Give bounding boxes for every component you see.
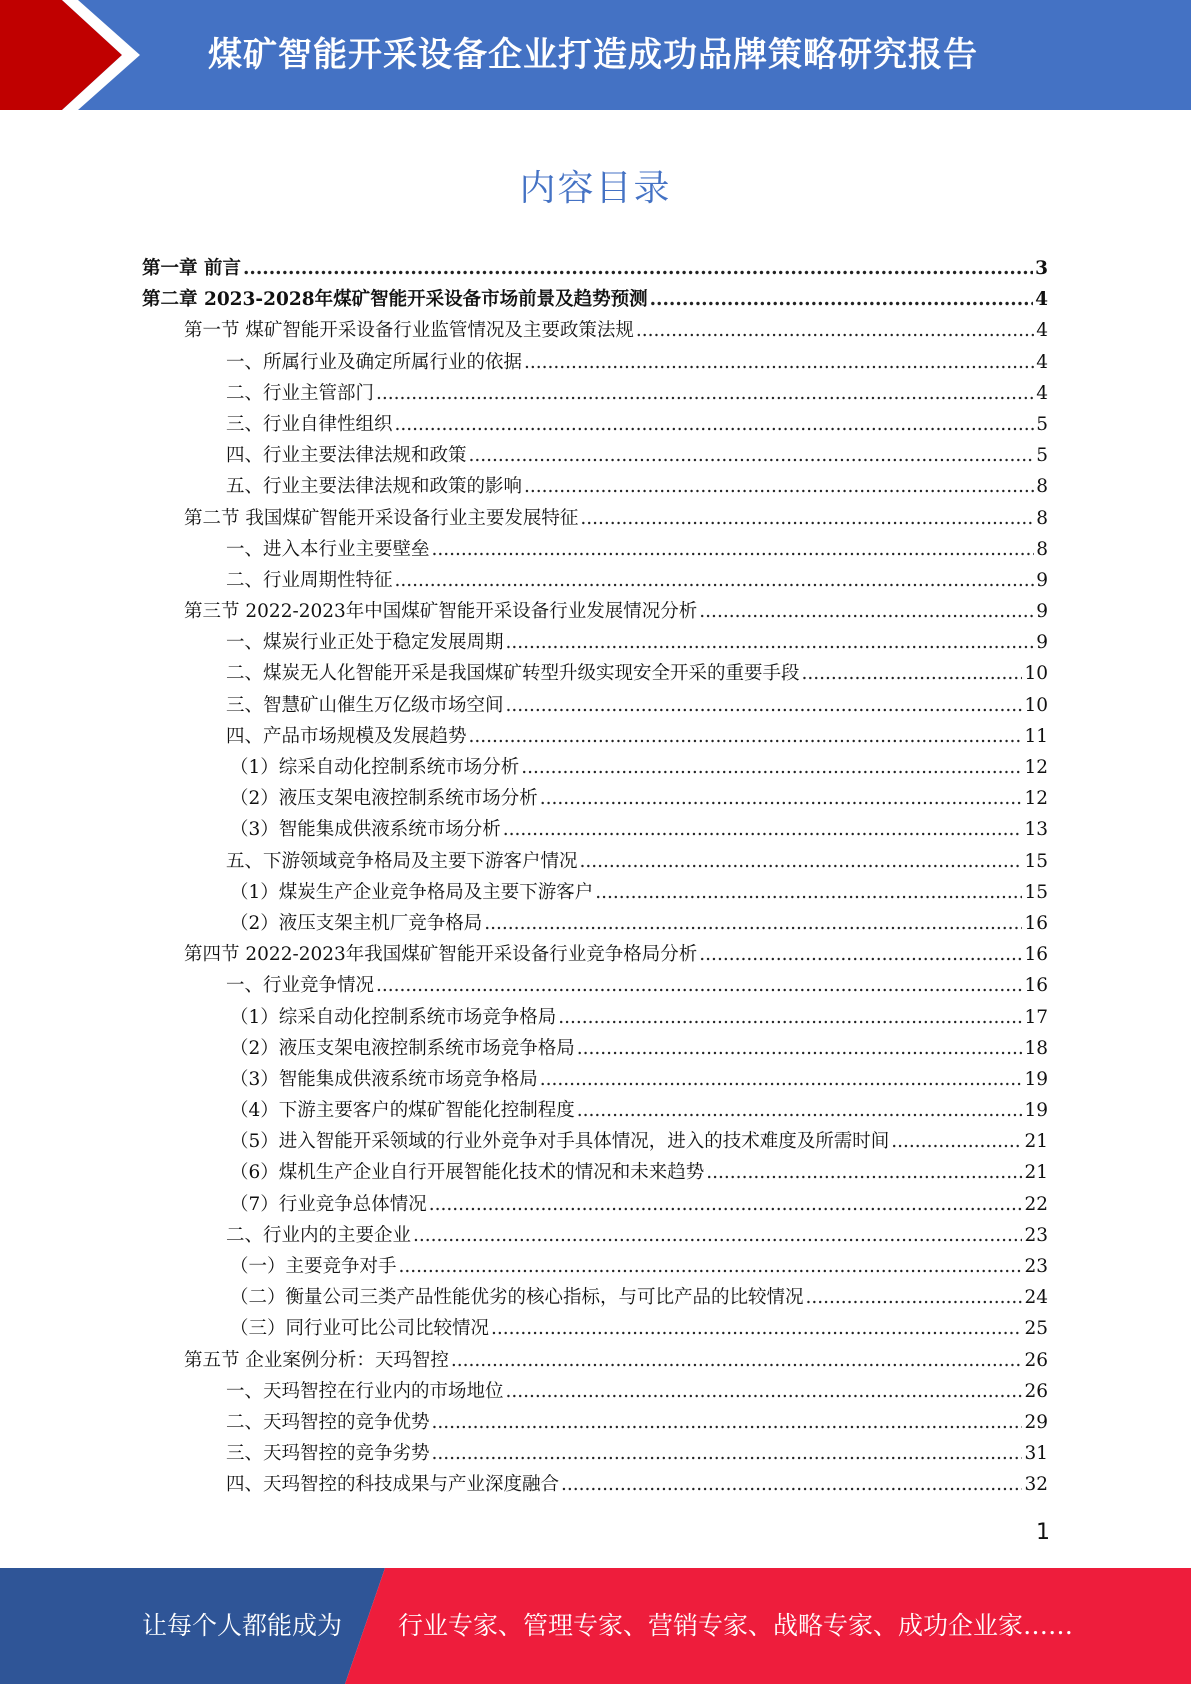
toc-entry-label: 五、下游领域竞争格局及主要下游客户情况 xyxy=(226,850,578,872)
toc-dot-leader xyxy=(558,1002,1022,1033)
toc-entry-page: 19 xyxy=(1024,1100,1048,1122)
toc-dot-leader xyxy=(451,1345,1023,1376)
toc-entry-label: 第四节 2022-2023年我国煤矿智能开采设备行业竞争格局分析 xyxy=(184,944,698,966)
table-of-contents xyxy=(142,253,1048,1501)
toc-entry-page: 31 xyxy=(1024,1443,1048,1465)
toc-entry[interactable] xyxy=(142,1220,1048,1251)
toc-entry[interactable] xyxy=(142,752,1048,783)
toc-entry-page: 17 xyxy=(1024,1006,1048,1028)
toc-dot-leader xyxy=(395,409,1035,440)
toc-entry-page: 8 xyxy=(1036,507,1048,529)
toc-entry-page: 8 xyxy=(1036,476,1048,498)
toc-entry[interactable] xyxy=(142,1282,1048,1313)
toc-entry-page: 23 xyxy=(1024,1224,1048,1246)
toc-dot-leader xyxy=(432,1407,1023,1438)
toc-entry-page: 25 xyxy=(1024,1318,1048,1340)
toc-entry-page: 5 xyxy=(1036,413,1048,435)
toc-entry-label: 一、进入本行业主要壁垒 xyxy=(226,538,430,560)
toc-entry-page: 24 xyxy=(1024,1287,1048,1309)
toc-entry-page: 32 xyxy=(1024,1474,1048,1496)
toc-entry-page: 8 xyxy=(1036,538,1048,560)
toc-entry-label: 第一节 煤矿智能开采设备行业监管情况及主要政策法规 xyxy=(184,320,634,342)
toc-entry-label: （三）同行业可比公司比较情况 xyxy=(230,1318,490,1340)
report-title: 煤矿智能开采设备企业打造成功品牌策略研究报告 xyxy=(208,35,978,75)
toc-entry-page: 9 xyxy=(1036,569,1048,591)
toc-entry[interactable] xyxy=(142,939,1048,970)
toc-dot-leader xyxy=(429,1189,1023,1220)
toc-entry[interactable] xyxy=(142,908,1048,939)
toc-dot-leader xyxy=(491,1313,1022,1344)
toc-entry-label: （1）综采自动化控制系统市场分析 xyxy=(230,757,520,778)
toc-dot-leader xyxy=(395,565,1035,596)
toc-entry[interactable] xyxy=(142,690,1048,721)
toc-entry-label: （3）智能集成供液系统市场竞争格局 xyxy=(230,1068,538,1090)
toc-dot-leader xyxy=(469,721,1023,752)
toc-entry-page: 12 xyxy=(1024,788,1048,810)
toc-entry-page: 4 xyxy=(1036,351,1048,373)
toc-entry-page: 22 xyxy=(1024,1193,1048,1215)
toc-entry[interactable] xyxy=(142,471,1048,502)
report-header xyxy=(0,0,1191,110)
toc-entry-label: 三、天玛智控的竞争劣势 xyxy=(226,1443,430,1465)
toc-entry-label: （1）煤炭生产企业竞争格局及主要下游客户 xyxy=(230,881,594,903)
toc-entry-page: 16 xyxy=(1024,912,1048,934)
toc-entry-label: 二、煤炭无人化智能开采是我国煤矿转型升级实现安全开采的重要手段 xyxy=(226,663,800,685)
toc-entry[interactable] xyxy=(142,596,1048,627)
toc-entry-label: （2）液压支架主机厂竞争格局 xyxy=(230,912,483,934)
toc-dot-leader xyxy=(484,908,1022,939)
toc-dot-leader xyxy=(506,1376,1023,1407)
toc-entry[interactable] xyxy=(142,1189,1048,1220)
toc-dot-leader xyxy=(650,284,1034,315)
toc-entry-page: 15 xyxy=(1024,850,1048,872)
toc-entry[interactable] xyxy=(142,721,1048,752)
toc-dot-leader xyxy=(469,440,1035,471)
toc-dot-leader xyxy=(577,1033,1023,1064)
toc-entry-label: （7）行业竞争总体情况 xyxy=(230,1193,427,1215)
toc-dot-leader xyxy=(577,1095,1023,1126)
toc-entry[interactable] xyxy=(142,503,1048,534)
toc-entry[interactable] xyxy=(142,284,1048,315)
toc-entry[interactable] xyxy=(142,658,1048,689)
toc-entry-label: 第二节 我国煤矿智能开采设备行业主要发展特征 xyxy=(184,507,579,529)
toc-entry[interactable] xyxy=(142,534,1048,565)
toc-dot-leader xyxy=(806,1282,1023,1313)
toc-entry[interactable] xyxy=(142,1407,1048,1438)
toc-entry[interactable] xyxy=(142,378,1048,409)
toc-entry[interactable] xyxy=(142,315,1048,346)
toc-entry-label: 二、行业主管部门 xyxy=(226,382,375,404)
toc-entry[interactable] xyxy=(142,1157,1048,1188)
toc-entry-page: 21 xyxy=(1024,1131,1048,1153)
toc-entry[interactable] xyxy=(142,1251,1048,1282)
toc-dot-leader xyxy=(376,378,1034,409)
toc-heading: 内容目录 xyxy=(519,168,672,209)
toc-entry[interactable] xyxy=(142,347,1048,378)
toc-entry-label: 第三节 2022-2023年中国煤矿智能开采设备行业发展情况分析 xyxy=(184,601,698,623)
toc-entry[interactable] xyxy=(142,846,1048,877)
toc-entry[interactable] xyxy=(142,565,1048,596)
toc-dot-leader xyxy=(699,939,1022,970)
toc-entry-page: 12 xyxy=(1024,757,1048,778)
toc-entry-page: 15 xyxy=(1024,881,1048,903)
toc-entry[interactable] xyxy=(142,814,1048,845)
toc-entry-label: （2）液压支架电液控制系统市场竞争格局 xyxy=(230,1037,575,1059)
toc-entry[interactable] xyxy=(142,1376,1048,1407)
toc-entry-label: 四、天玛智控的科技成果与产业深度融合 xyxy=(226,1474,560,1496)
toc-entry[interactable] xyxy=(142,1313,1048,1344)
toc-dot-leader xyxy=(376,970,1022,1001)
toc-dot-leader xyxy=(413,1220,1022,1251)
toc-entry-label: 一、所属行业及确定所属行业的依据 xyxy=(226,351,523,373)
toc-entry-page: 10 xyxy=(1024,663,1048,685)
toc-entry-label: 四、产品市场规模及发展趋势 xyxy=(226,725,467,747)
toc-entry[interactable] xyxy=(142,253,1048,284)
toc-entry-page: 5 xyxy=(1036,445,1048,467)
toc-entry-page: 10 xyxy=(1024,694,1048,716)
toc-entry-page: 4 xyxy=(1036,320,1048,342)
toc-dot-leader xyxy=(540,1064,1023,1095)
toc-dot-leader xyxy=(580,503,1034,534)
toc-entry-page: 26 xyxy=(1024,1380,1048,1402)
toc-entry-page: 16 xyxy=(1024,975,1048,997)
toc-entry-label: 三、行业自律性组织 xyxy=(226,413,393,435)
toc-entry-label: 第五节 企业案例分析：天玛智控 xyxy=(184,1349,449,1371)
toc-dot-leader xyxy=(506,690,1023,721)
toc-entry-page: 29 xyxy=(1024,1411,1048,1433)
toc-entry[interactable] xyxy=(142,877,1048,908)
toc-entry-label: 二、行业内的主要企业 xyxy=(226,1224,412,1246)
toc-entry-label: （1）综采自动化控制系统市场竞争格局 xyxy=(230,1006,557,1028)
toc-entry[interactable] xyxy=(142,409,1048,440)
toc-entry[interactable] xyxy=(142,1002,1048,1033)
toc-entry-label: 一、天玛智控在行业内的市场地位 xyxy=(226,1380,504,1402)
toc-entry-label: 二、行业周期性特征 xyxy=(226,569,393,591)
toc-dot-leader xyxy=(540,783,1023,814)
toc-entry[interactable] xyxy=(142,1438,1048,1469)
toc-entry[interactable] xyxy=(142,1064,1048,1095)
toc-entry[interactable] xyxy=(142,1469,1048,1500)
toc-entry-label: （3）智能集成供液系统市场分析 xyxy=(230,819,501,841)
toc-entry[interactable] xyxy=(142,1095,1048,1126)
toc-dot-leader xyxy=(503,814,1023,845)
toc-entry-label: （4）下游主要客户的煤矿智能化控制程度 xyxy=(230,1100,575,1122)
toc-entry-label: （6）煤机生产企业自行开展智能化技术的情况和未来趋势 xyxy=(230,1162,705,1184)
footer-slogan-left: 让每个人都能成为 xyxy=(142,1611,343,1640)
toc-dot-leader xyxy=(891,1126,1022,1157)
toc-entry[interactable] xyxy=(142,970,1048,1001)
toc-entry-page: 9 xyxy=(1036,601,1048,623)
toc-entry-page: 13 xyxy=(1024,819,1048,841)
toc-entry[interactable] xyxy=(142,627,1048,658)
toc-dot-leader xyxy=(699,596,1034,627)
toc-entry[interactable] xyxy=(142,1033,1048,1064)
toc-entry-page: 4 xyxy=(1036,382,1048,404)
toc-dot-leader xyxy=(432,534,1035,565)
toc-entry-page: 26 xyxy=(1024,1349,1048,1371)
toc-entry-page: 9 xyxy=(1036,632,1048,654)
toc-dot-leader xyxy=(521,752,1022,783)
report-footer xyxy=(0,1568,1191,1684)
toc-entry-page: 3 xyxy=(1035,258,1048,279)
toc-entry-page: 11 xyxy=(1024,725,1048,747)
toc-entry-page: 16 xyxy=(1024,944,1048,966)
toc-entry-label: （2）液压支架电液控制系统市场分析 xyxy=(230,788,538,810)
toc-entry-page: 18 xyxy=(1024,1037,1048,1059)
toc-entry-page: 19 xyxy=(1024,1068,1048,1090)
toc-entry-label: 三、智慧矿山催生万亿级市场空间 xyxy=(226,694,504,716)
toc-entry-label: （二）衡量公司三类产品性能优劣的核心指标，与可比产品的比较情况 xyxy=(230,1287,804,1309)
toc-entry-label: （5）进入智能开采领域的行业外竞争对手具体情况，进入的技术难度及所需时间 xyxy=(230,1131,890,1153)
toc-dot-leader xyxy=(580,846,1023,877)
toc-entry[interactable] xyxy=(142,440,1048,471)
toc-entry-label: 第二章 2023-2028年煤矿智能开采设备市场前景及趋势预测 xyxy=(142,289,648,311)
toc-dot-leader xyxy=(561,1469,1022,1500)
toc-dot-leader xyxy=(243,253,1033,284)
toc-dot-leader xyxy=(802,658,1023,689)
toc-dot-leader xyxy=(706,1157,1022,1188)
toc-entry-label: 一、煤炭行业正处于稳定发展周期 xyxy=(226,632,504,654)
footer-slogan-right: 行业专家、管理专家、营销专家、战略专家、成功企业家…… xyxy=(398,1611,1074,1640)
toc-dot-leader xyxy=(595,877,1022,908)
toc-entry-label: 一、行业竞争情况 xyxy=(226,975,375,997)
toc-entry-label: 二、天玛智控的竞争优势 xyxy=(226,1411,430,1433)
toc-entry[interactable] xyxy=(142,1126,1048,1157)
toc-entry-page: 21 xyxy=(1024,1162,1048,1184)
toc-dot-leader xyxy=(432,1438,1023,1469)
page-number: 1 xyxy=(1036,1520,1050,1545)
toc-entry-page: 23 xyxy=(1024,1256,1048,1277)
toc-dot-leader xyxy=(399,1251,1023,1282)
toc-dot-leader xyxy=(524,471,1034,502)
toc-entry-label: 第一章 前言 xyxy=(142,258,241,279)
toc-entry-label: 四、行业主要法律法规和政策 xyxy=(226,445,467,467)
toc-entry-page: 4 xyxy=(1035,289,1048,311)
toc-entry-label: （一）主要竞争对手 xyxy=(230,1256,397,1277)
toc-dot-leader xyxy=(524,347,1034,378)
toc-entry[interactable] xyxy=(142,783,1048,814)
toc-entry[interactable] xyxy=(142,1345,1048,1376)
toc-dot-leader xyxy=(506,627,1035,658)
toc-dot-leader xyxy=(636,315,1034,346)
toc-entry-label: 五、行业主要法律法规和政策的影响 xyxy=(226,476,523,498)
